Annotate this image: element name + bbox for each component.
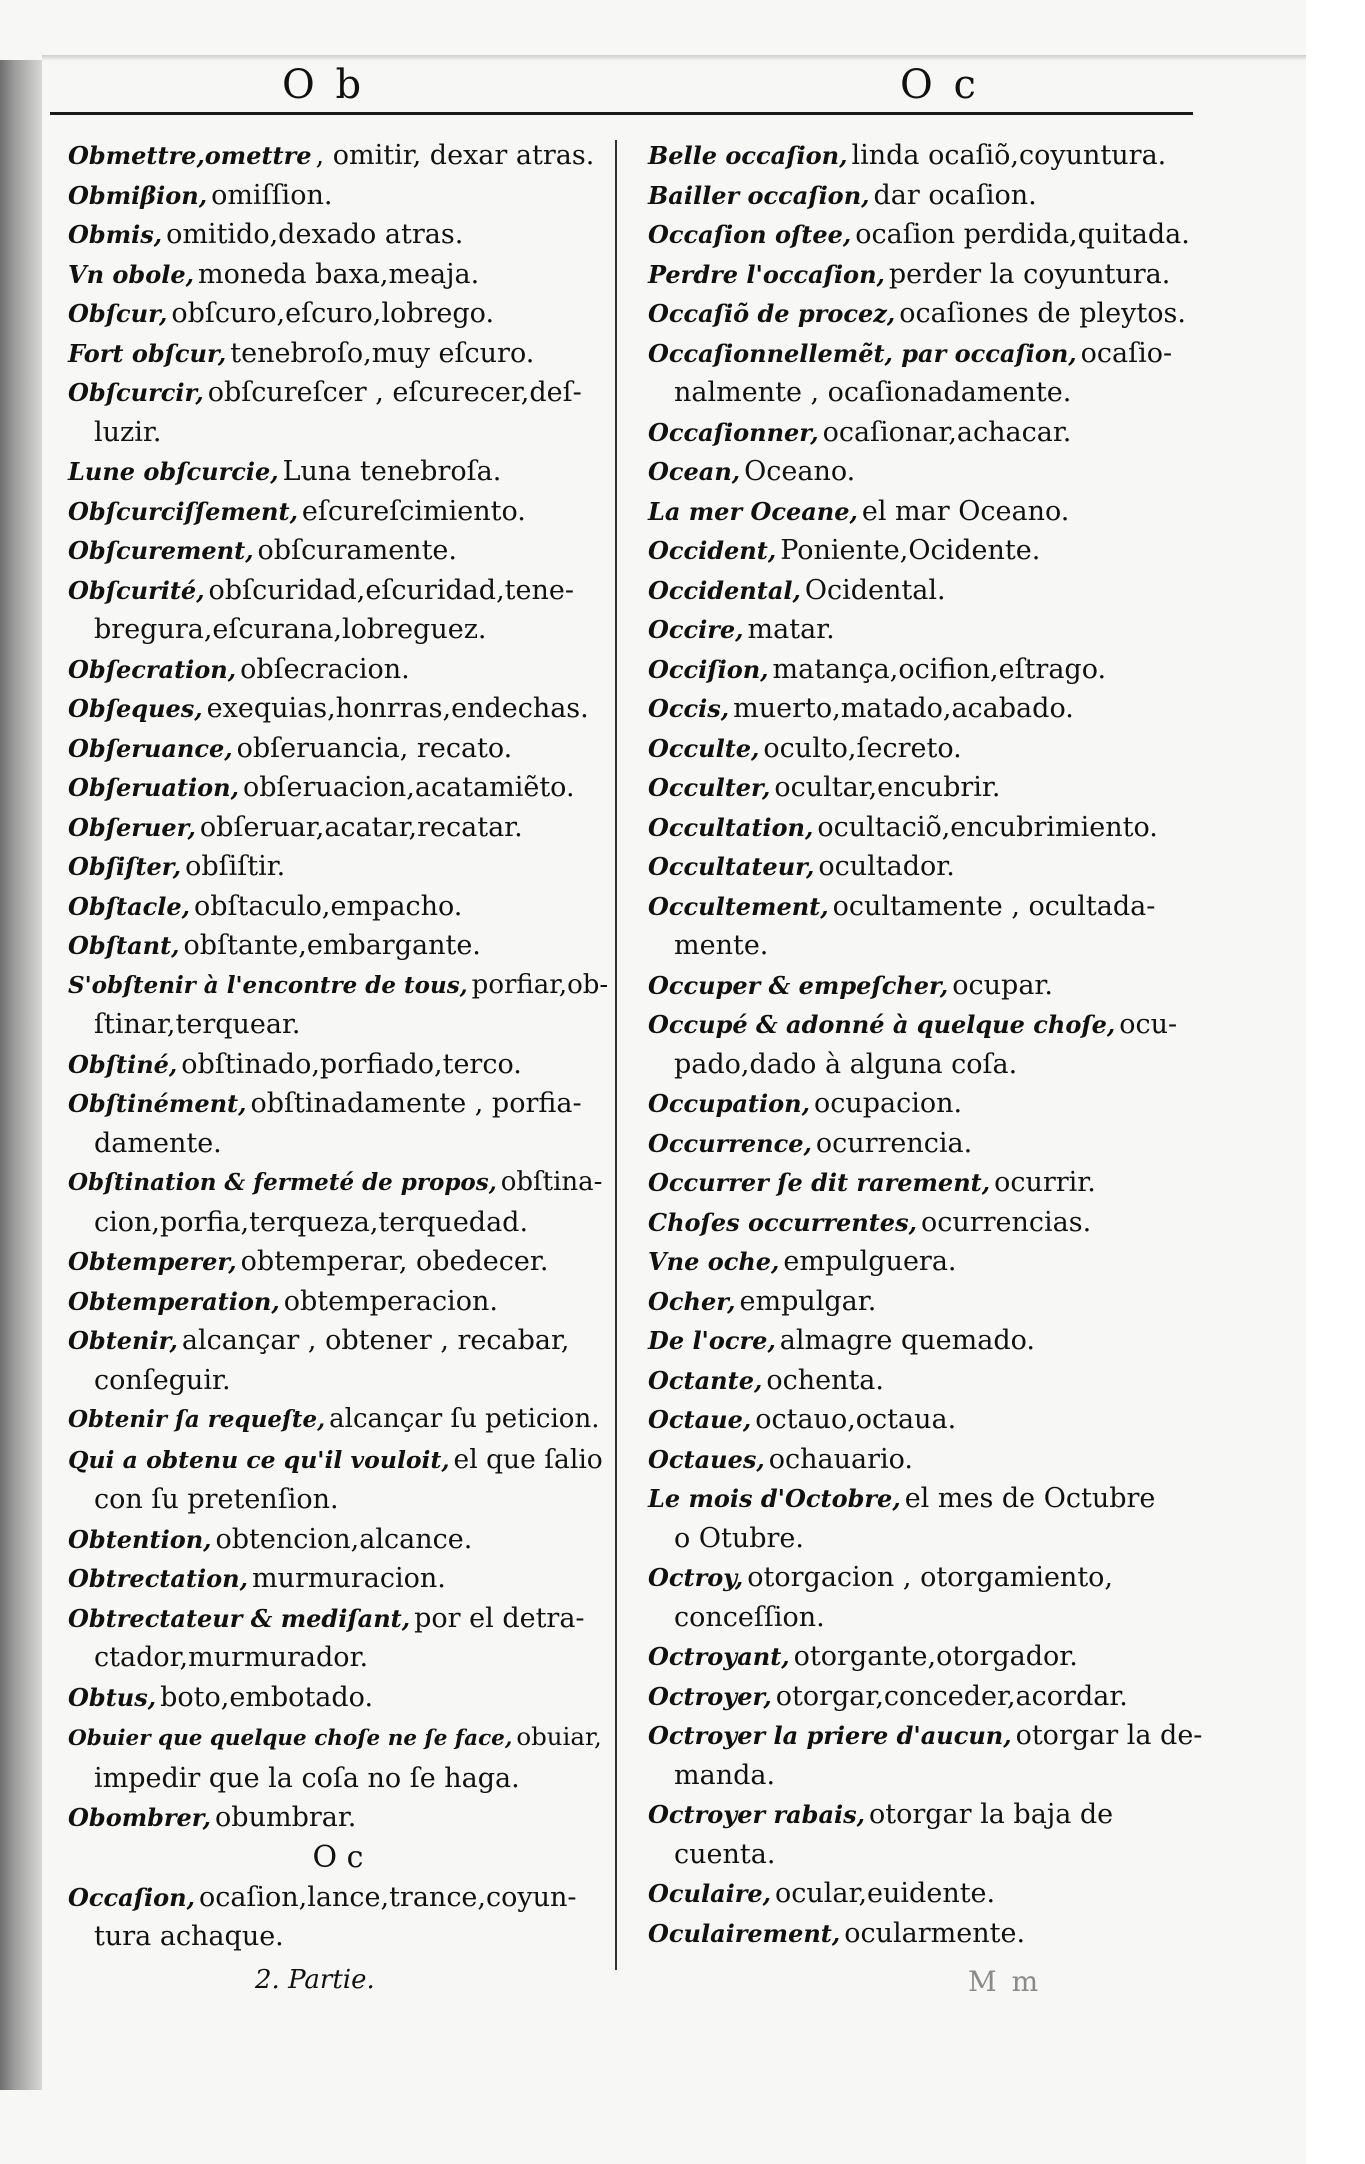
translation: ocultador. — [818, 851, 955, 882]
dictionary-entry — [648, 255, 1208, 295]
translation: obtemperacion. — [283, 1285, 498, 1317]
entry-continuation — [68, 1917, 608, 1957]
entry-continuation — [68, 1638, 608, 1678]
headword: La mer Oceane, — [648, 496, 858, 526]
headword: Occultement, — [648, 891, 829, 921]
headword: Octroyer, — [648, 1681, 772, 1711]
translation: obſcuramente. — [257, 535, 457, 566]
headword: Occaſiõ de procez, — [648, 299, 896, 328]
headword: Obmettre,omettre — [68, 141, 312, 170]
translation: moneda baxa,meaja. — [197, 258, 480, 290]
dictionary-entry — [68, 1599, 608, 1639]
translation: obſtina- — [500, 1167, 603, 1197]
headword: Occultateur, — [648, 852, 815, 881]
page-edge-shadow — [0, 60, 42, 2090]
headword: Obſeruer, — [68, 812, 196, 842]
column-divider — [615, 140, 617, 1970]
translation: ocular,euidente. — [775, 1878, 996, 1909]
translation: dar ocaſion. — [873, 179, 1037, 211]
left-column — [68, 136, 608, 1957]
headword: Obmis, — [68, 220, 163, 249]
dictionary-entry — [648, 294, 1208, 334]
dictionary-entry — [648, 1124, 1208, 1164]
entry-continuation — [68, 1203, 608, 1243]
dictionary-entry — [648, 1716, 1208, 1756]
headword: Occulte, — [648, 733, 760, 763]
dictionary-entry — [648, 847, 1208, 887]
dictionary-entry — [68, 1163, 608, 1203]
dictionary-entry — [68, 1678, 608, 1718]
headword: Octante, — [648, 1365, 763, 1395]
translation: obſeruacion,acatamiẽto. — [242, 772, 575, 803]
headword: Belle occaſion, — [648, 141, 848, 170]
dictionary-entry — [648, 452, 1208, 492]
headword: Obſcurcir, — [68, 378, 204, 407]
entry-continuation — [648, 1835, 1208, 1875]
dictionary-entry — [68, 255, 608, 295]
headword: Octroyer la priere d'aucun, — [648, 1721, 1012, 1750]
headword: Obſcur, — [68, 299, 168, 328]
headword: Occident, — [648, 536, 777, 565]
headword: Obuier que quelque choſe ne ſe face, — [68, 1726, 513, 1751]
dictionary-entry — [68, 1520, 608, 1560]
translation: almagre quemado. — [779, 1325, 1035, 1356]
translation: luzir. — [94, 416, 162, 448]
translation: obſeruancia, recato. — [236, 732, 513, 764]
translation: mente. — [674, 930, 769, 961]
entry-continuation — [648, 373, 1208, 413]
dictionary-entry — [648, 334, 1208, 374]
entry-continuation — [648, 926, 1208, 966]
dictionary-entry — [68, 887, 608, 927]
dictionary-entry — [648, 1677, 1208, 1717]
translation: el mar Oceano. — [861, 495, 1070, 527]
headword: Octaues, — [648, 1444, 765, 1474]
translation: obſtinado,porfiado,terco. — [181, 1048, 522, 1080]
dictionary-entry — [68, 1321, 608, 1361]
headword: Occaſionnellemẽt, par occaſion, — [648, 338, 1077, 368]
headword: Oculairement, — [648, 1918, 841, 1948]
translation: pado,dado à alguna coſa. — [674, 1048, 1018, 1080]
headword: Ocean, — [648, 457, 741, 486]
translation: muerto,matado,acabado. — [733, 693, 1074, 724]
translation: ocaſio- — [1080, 337, 1173, 369]
headword: Octroy, — [648, 1563, 744, 1592]
headword: Occaſionner, — [648, 417, 819, 447]
headword: Obſcurement, — [68, 536, 254, 565]
headword: Qui a obtenu ce qu'il vouloit, — [68, 1445, 450, 1474]
translation: o Otubre. — [674, 1522, 804, 1554]
headword: Occurrence, — [648, 1128, 812, 1158]
headword: Octroyant, — [648, 1642, 790, 1671]
translation: matança,ocifion,eſtrago. — [772, 653, 1107, 685]
dictionary-entry — [648, 1242, 1208, 1282]
dictionary-entry — [68, 768, 608, 808]
dictionary-entry — [68, 571, 608, 611]
headword: Obſtinément, — [68, 1089, 247, 1118]
dictionary-entry — [68, 926, 608, 966]
translation: ocu- — [1119, 1009, 1178, 1040]
dictionary-entry — [68, 847, 608, 887]
headword: Obſeruance, — [68, 733, 233, 763]
dictionary-entry — [648, 610, 1208, 650]
headword: Obſtant, — [68, 931, 180, 960]
headword: Occultation, — [648, 812, 814, 842]
dictionary-entry — [68, 215, 608, 255]
headword: Occidental, — [648, 575, 801, 605]
entry-continuation — [68, 1480, 608, 1520]
translation: empulgar. — [739, 1285, 877, 1317]
translation: ocultaciõ,encubrimiento. — [817, 811, 1158, 843]
dictionary-entry — [648, 1400, 1208, 1440]
translation: Oceano. — [744, 456, 856, 487]
headword: Occulter, — [648, 773, 771, 802]
translation: otorgar la de- — [1015, 1720, 1203, 1751]
headword: Obſecration, — [68, 654, 237, 684]
headword: Obtemperer, — [68, 1247, 237, 1276]
dictionary-entry — [648, 1361, 1208, 1401]
translation: bregura,eſcurana,lobreguez. — [94, 614, 487, 645]
translation: obumbrar. — [215, 1802, 357, 1833]
dictionary-entry — [68, 531, 608, 571]
translation: manda. — [674, 1759, 776, 1791]
headword: Octroyer rabais, — [648, 1800, 865, 1829]
entry-continuation — [68, 1361, 608, 1401]
headword: Obſtination & fermeté de propos, — [68, 1169, 497, 1196]
translation: cuenta. — [674, 1838, 776, 1870]
headword: Occire, — [648, 615, 744, 644]
translation: otorgacion , otorgamiento, — [747, 1562, 1114, 1593]
dictionary-entry — [68, 1798, 608, 1838]
translation: ocurrir. — [994, 1167, 1096, 1198]
headword: Obtenir, — [68, 1326, 178, 1355]
dictionary-entry — [648, 413, 1208, 453]
headword: Obſcurité, — [68, 575, 205, 605]
entry-continuation — [648, 1756, 1208, 1796]
entry-continuation — [68, 413, 608, 453]
translation: Poniente,Ocidente. — [780, 535, 1041, 566]
dictionary-entry — [68, 966, 608, 1006]
translation: boto,embotado. — [160, 1681, 374, 1713]
translation: alcançar ſu peticion. — [329, 1404, 600, 1434]
translation: ctador,murmurador. — [94, 1642, 369, 1673]
dictionary-entry — [68, 1045, 608, 1085]
translation: el mes de Octubre — [904, 1483, 1156, 1514]
translation: ocaſion perdida,quitada. — [855, 219, 1190, 250]
header-rule — [50, 112, 1193, 115]
dictionary-entry — [648, 531, 1208, 571]
translation: porfiar,ob- — [471, 969, 609, 1000]
headword: Octaue, — [648, 1405, 752, 1434]
headword: Occupation, — [648, 1089, 810, 1118]
translation: murmuracion. — [251, 1563, 446, 1594]
dictionary-entry — [648, 808, 1208, 848]
dictionary-entry — [648, 215, 1208, 255]
translation: ocupacion. — [813, 1088, 963, 1119]
dictionary-entry — [648, 650, 1208, 690]
translation: ochauario. — [768, 1443, 914, 1475]
headword: Occaſion oſtee, — [648, 220, 852, 249]
translation: obſcureſcer , eſcurecer,deſ- — [207, 377, 582, 408]
dictionary-entry — [68, 1400, 608, 1440]
translation: Luna tenebroſa. — [282, 456, 502, 487]
headword: Fort obſcur, — [68, 338, 227, 368]
translation: ocurrencia. — [815, 1127, 973, 1159]
translation: conſeguir. — [94, 1364, 231, 1396]
translation: con ſu pretenſion. — [94, 1484, 339, 1515]
headword: Obſeques, — [68, 694, 203, 723]
dictionary-entry — [648, 1874, 1208, 1914]
translation: obſiſtir. — [185, 851, 286, 882]
translation: ocultamente , ocultada- — [832, 890, 1156, 922]
translation: ocaſion,lance,trance,coyun- — [198, 1881, 577, 1913]
translation: obuiar, — [516, 1722, 602, 1751]
running-head-left: O b — [282, 62, 366, 108]
headword: Occupé & adonné à quelque choſe, — [648, 1010, 1116, 1039]
dictionary-entry — [648, 1637, 1208, 1677]
translation: ſtinar,terquear. — [94, 1009, 301, 1040]
translation: ocultar,encubrir. — [774, 772, 1001, 803]
translation: ocaſionar,achacar. — [822, 416, 1072, 448]
translation: , omitir, dexar atras. — [315, 140, 595, 171]
headword: Occuper & empeſcher, — [648, 970, 949, 1000]
translation: matar. — [747, 614, 835, 645]
headword: Vn obole, — [68, 259, 194, 289]
translation: Ocidental. — [804, 574, 946, 606]
dictionary-entry — [68, 334, 608, 374]
translation: conceſſion. — [674, 1601, 825, 1633]
dictionary-entry — [648, 966, 1208, 1006]
headword: Obtrectateur & mediſant, — [68, 1603, 411, 1633]
translation: el que ſalio — [453, 1443, 603, 1475]
headword: Occaſion, — [68, 1882, 195, 1912]
translation: damente. — [94, 1127, 222, 1159]
entry-continuation — [648, 1598, 1208, 1638]
translation: otorgar,conceder,acordar. — [775, 1680, 1128, 1712]
dictionary-entry — [68, 1282, 608, 1322]
translation: octauo,octaua. — [755, 1404, 957, 1435]
dictionary-entry — [648, 1914, 1208, 1954]
headword: Obtention, — [68, 1524, 212, 1554]
translation: cion,porfia,terqueza,terquedad. — [94, 1206, 529, 1238]
headword: Occiſion, — [648, 654, 769, 684]
translation: empulguera. — [783, 1246, 957, 1277]
translation: alcançar , obtener , recabar, — [181, 1325, 570, 1356]
headword: Vne oche, — [648, 1247, 780, 1276]
dictionary-entry — [68, 492, 608, 532]
translation: omiſſion. — [211, 179, 333, 211]
translation: omitido,dexado atras. — [166, 219, 464, 250]
dictionary-entry — [648, 1005, 1208, 1045]
catchword: M m — [968, 1965, 1042, 1998]
translation: obſtante,embargante. — [183, 930, 481, 961]
headword: Obtenir ſa requeſte, — [68, 1406, 326, 1433]
entry-continuation — [68, 1124, 608, 1164]
dictionary-entry — [648, 689, 1208, 729]
dictionary-entry — [648, 1163, 1208, 1203]
headword: Perdre l'occaſion, — [648, 259, 885, 289]
headword: S'obſtenir à l'encontre de tous, — [68, 971, 468, 999]
entry-continuation — [68, 1005, 608, 1045]
headword: Obtus, — [68, 1682, 157, 1712]
headword: Ocher, — [648, 1286, 736, 1316]
section-heading: O c — [312, 1839, 364, 1875]
dictionary-entry — [648, 729, 1208, 769]
translation: exequias,honrras,endechas. — [206, 693, 589, 724]
translation: otorgar la baja de — [868, 1799, 1114, 1830]
dictionary-entry — [68, 729, 608, 769]
headword: Obtemperation, — [68, 1286, 280, 1316]
translation: obſcuro,eſcuro,lobrego. — [171, 298, 495, 329]
headword: Obſcurciſſement, — [68, 496, 298, 526]
dictionary-entry — [648, 768, 1208, 808]
translation: ocupar. — [952, 969, 1053, 1001]
headword: Oculaire, — [648, 1879, 772, 1908]
dictionary-entry — [68, 1084, 608, 1124]
dictionary-entry — [648, 1084, 1208, 1124]
translation: obſeruar,acatar,recatar. — [199, 811, 523, 843]
dictionary-entry — [68, 650, 608, 690]
dictionary-entry — [68, 1878, 608, 1918]
dictionary-entry — [68, 1440, 608, 1481]
dictionary-entry — [68, 1559, 608, 1599]
dictionary-entry — [68, 136, 608, 176]
dictionary-entry — [68, 1242, 608, 1282]
translation: obtemperar, obedecer. — [240, 1246, 549, 1277]
right-column — [648, 136, 1208, 1953]
translation: obſecracion. — [240, 653, 410, 685]
translation: impedir que la coſa no ſe haga. — [94, 1762, 520, 1794]
dictionary-entry — [68, 689, 608, 729]
headword: Lune obſcurcie, — [68, 457, 279, 486]
headword: Obſtacle, — [68, 891, 191, 921]
page-top-edge — [42, 55, 1306, 61]
entry-continuation — [648, 1519, 1208, 1559]
dictionary-entry — [648, 176, 1208, 216]
dictionary-entry — [648, 1558, 1208, 1598]
translation: perder la coyuntura. — [888, 258, 1171, 290]
translation: oculto,ſecreto. — [763, 732, 962, 764]
translation: tenebroſo,muy eſcuro. — [230, 337, 535, 369]
translation: eſcureſcimiento. — [301, 495, 526, 527]
translation: ocaſiones de pleytos. — [899, 298, 1186, 329]
headword: Obſtiné, — [68, 1049, 178, 1079]
translation: obſtaculo,empacho. — [194, 890, 463, 922]
entry-continuation — [648, 1045, 1208, 1085]
running-head-right: O c — [900, 62, 980, 108]
dictionary-entry — [68, 452, 608, 492]
dictionary-entry — [648, 1321, 1208, 1361]
headword: Bailler occaſion, — [648, 180, 870, 210]
translation: ochenta. — [766, 1364, 884, 1396]
entry-continuation — [68, 610, 608, 650]
dictionary-entry — [68, 294, 608, 334]
translation: ocurrencias. — [920, 1206, 1092, 1238]
headword: Choſes occurrentes, — [648, 1207, 917, 1237]
headword: Occurrer ſe dit rarement, — [648, 1168, 991, 1197]
dictionary-entry — [68, 1717, 608, 1759]
dictionary-entry — [648, 1440, 1208, 1480]
dictionary-entry — [648, 571, 1208, 611]
headword: Le mois d'Octobre, — [648, 1484, 901, 1513]
translation: obſtinadamente , porfia- — [250, 1088, 582, 1119]
headword: Obſiſter, — [68, 852, 182, 881]
dictionary-entry — [648, 136, 1208, 176]
translation: obſcuridad,eſcuridad,tene- — [208, 574, 574, 606]
headword: Obombrer, — [68, 1803, 212, 1832]
translation: otorgante,otorgador. — [793, 1641, 1078, 1672]
dictionary-entry — [648, 1795, 1208, 1835]
translation: ocularmente. — [844, 1917, 1026, 1949]
dictionary-entry — [68, 373, 608, 413]
entry-continuation — [68, 1759, 608, 1799]
headword: Obtrectation, — [68, 1564, 248, 1593]
translation: obtencion,alcance. — [215, 1523, 473, 1555]
translation: linda ocaſiõ,coyuntura. — [851, 140, 1167, 171]
headword: De l'ocre, — [648, 1326, 776, 1355]
dictionary-entry — [648, 492, 1208, 532]
dictionary-entry — [648, 1203, 1208, 1243]
dictionary-entry — [648, 1479, 1208, 1519]
headword: Obmiβion, — [68, 180, 208, 210]
translation: nalmente , ocaſionadamente. — [674, 377, 1072, 408]
translation: tura achaque. — [94, 1921, 284, 1952]
signature-mark: 2. Partie. — [255, 1965, 375, 1995]
dictionary-entry — [648, 1282, 1208, 1322]
dictionary-entry — [648, 887, 1208, 927]
headword: Occis, — [648, 694, 730, 723]
dictionary-entry — [68, 176, 608, 216]
headword: Obſeruation, — [68, 773, 239, 802]
dictionary-entry — [68, 808, 608, 848]
translation: por el detra- — [414, 1602, 585, 1634]
